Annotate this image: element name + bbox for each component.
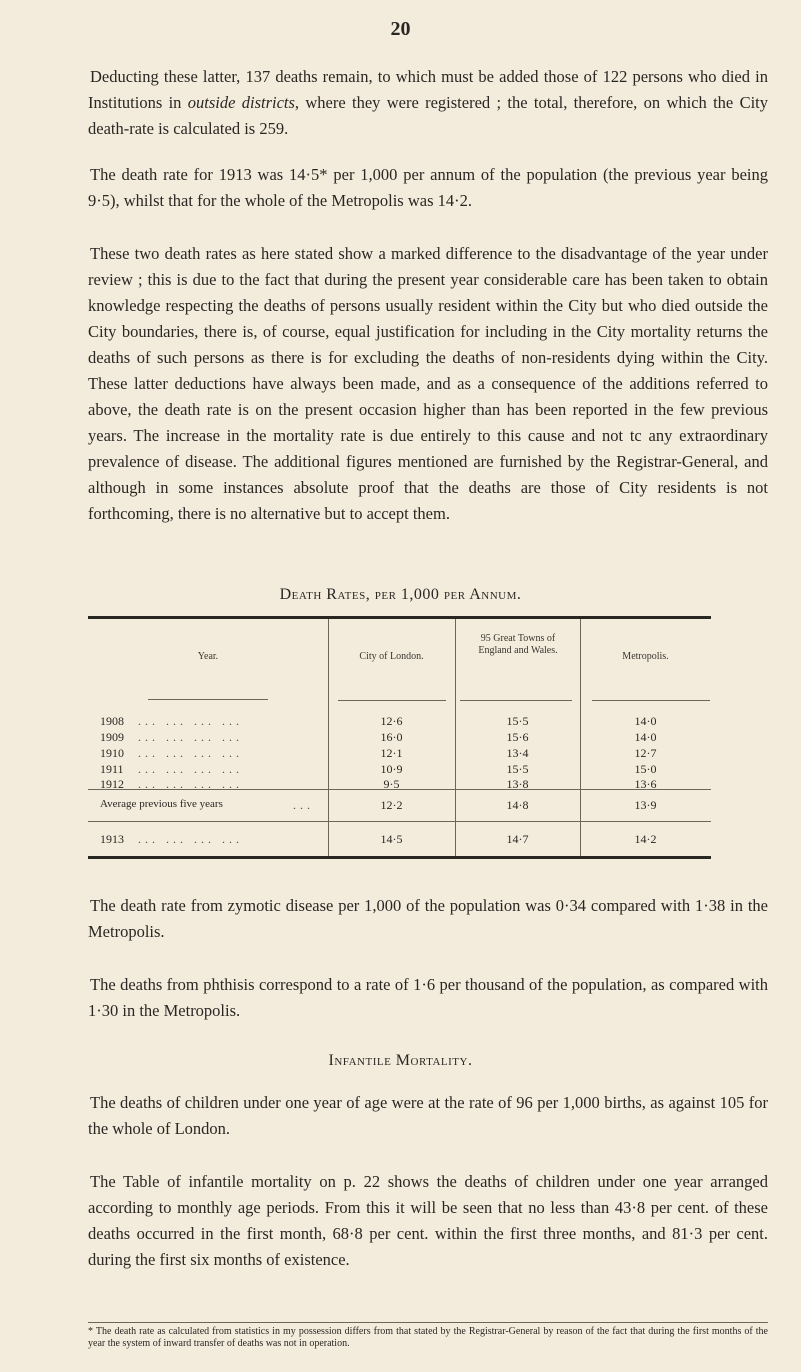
current-year: 1913 xyxy=(100,832,124,846)
row-city-of-london: 12·1 xyxy=(380,746,403,760)
row-city-of-london: 12·6 xyxy=(380,714,403,728)
header-great-towns: 95 Great Towns of England and Wales. xyxy=(478,633,558,656)
paragraph-1 xyxy=(88,64,768,142)
row-metropolis: 14·0 xyxy=(634,714,657,728)
row-city-of-london: 9·5 xyxy=(383,777,400,791)
row-metropolis: 13·6 xyxy=(634,777,657,791)
header-underline-metropolis xyxy=(592,700,710,701)
row-city-of-london: 16·0 xyxy=(380,730,403,744)
row-year: 1908 xyxy=(100,714,124,728)
average-great-towns: 14·8 xyxy=(506,798,529,812)
average-metropolis: 13·9 xyxy=(634,798,657,812)
row-year: 1909 xyxy=(100,730,124,744)
page-number: 20 xyxy=(390,18,411,40)
current-row-top-rule xyxy=(88,821,711,822)
row-metropolis: 12·7 xyxy=(634,746,657,760)
paragraph-3: These two death rates as here stated show a marked difference to the disadvantage of the year under review ; this is due to the fact that during the present year considerable care has been taken to obtain knowledge respecting the deaths of persons usually resident within the City but who died outside the City boundaries, there is, of course, equal justification for including in the City mortality returns the deaths of such persons as there is for excluding the deaths of non-residents dying within the City. These latter deductions have always been made, and as a consequence of the additions referred to above, the death rate is on the present occasion higher than has been reported in the few previous years. The increase in the mortality rate is due entirely to this cause and not tc any extraordinary prevalence of disease. The additional figures mentioned are furnished by the Registrar-General, and although in some instances absolute proof that the deaths are those of City residents is not forthcoming, there is no alternative but to accept them. xyxy=(88,244,768,523)
average-label: Average previous five years xyxy=(100,798,223,810)
average-dots: ... xyxy=(293,798,314,812)
death-rates-table xyxy=(88,616,711,860)
row-year: 1911 xyxy=(100,762,124,776)
footnote: * The death rate as calculated from statistics in my possession differs from that stated by the Registrar-General by reason of the fact that during the first months of the year the system of inward transfer of deaths was not in operation. xyxy=(88,1326,768,1349)
paragraph-4: The death rate from zymotic disease per 1,000 of the population was 0·34 compared with 1·38 in the Metropolis. xyxy=(88,896,768,941)
row-leader-dots: ... ... ... ... xyxy=(138,730,243,744)
row-year: 1910 xyxy=(100,746,124,760)
header-metropolis: Metropolis. xyxy=(622,651,669,662)
row-leader-dots: ... ... ... ... xyxy=(138,777,243,791)
header-year: Year. xyxy=(197,651,219,662)
paragraph-1-emphasis: outside districts xyxy=(187,93,295,112)
paragraph-1-text-b: , where they were registered ; the total, therefore, on which the City death-rate is calculated is 259. xyxy=(88,93,769,138)
current-metropolis: 14·2 xyxy=(634,832,657,846)
table-top-rule xyxy=(88,616,711,619)
table-bottom-rule xyxy=(88,856,711,859)
row-metropolis: 14·0 xyxy=(634,730,657,744)
row-city-of-london: 10·9 xyxy=(380,762,403,776)
row-great-towns: 15·5 xyxy=(506,762,529,776)
row-great-towns: 15·5 xyxy=(506,714,529,728)
current-city-of-london: 14·5 xyxy=(380,832,403,846)
table-title: Death Rates, per 1,000 per Annum. xyxy=(279,586,522,603)
row-leader-dots: ... ... ... ... xyxy=(138,746,243,760)
row-leader-dots: ... ... ... ... xyxy=(138,714,243,728)
current-great-towns: 14·7 xyxy=(506,832,529,846)
row-year: 1912 xyxy=(100,777,124,791)
paragraph-1-text-a: Deducting these latter, 137 deaths remain, to which must be added those of 122 persons who died in Institutions in xyxy=(88,67,768,112)
row-great-towns: 15·6 xyxy=(506,730,529,744)
paragraph-2: The death rate for 1913 was 14·5* per 1,000 per annum of the population (the previous year being 9·5), whilst that for the whole of the Metropolis was 14·2. xyxy=(88,165,768,210)
row-great-towns: 13·4 xyxy=(506,746,529,760)
average-city-of-london: 12·2 xyxy=(380,798,403,812)
paragraph-6: The deaths of children under one year of age were at the rate of 96 per 1,000 births, as against 105 for the whole of London. xyxy=(88,1093,768,1138)
row-great-towns: 13·8 xyxy=(506,777,529,791)
footnote-rule xyxy=(88,1322,768,1323)
header-underline-towns xyxy=(460,700,572,701)
current-row-dots: ... ... ... ... xyxy=(138,832,243,846)
header-underline-city xyxy=(338,700,446,701)
row-metropolis: 15·0 xyxy=(634,762,657,776)
header-city-of-london: City of London. xyxy=(359,651,424,662)
row-leader-dots: ... ... ... ... xyxy=(138,762,243,776)
infantile-mortality-heading: Infantile Mortality. xyxy=(328,1052,473,1069)
paragraph-7: The Table of infantile mortality on p. 22 shows the deaths of children under one year arranged according to monthly age periods. From this it will be seen that no less than 43·8 per cent. of these deaths occurred in the first month, 68·8 per cent. within the first three months, and 81·3 per cent. during the first six months of existence. xyxy=(88,1172,768,1269)
header-underline-year xyxy=(148,699,268,700)
paragraph-5: The deaths from phthisis correspond to a rate of 1·6 per thousand of the population, as compared with 1·30 in the Metropolis. xyxy=(88,975,768,1020)
